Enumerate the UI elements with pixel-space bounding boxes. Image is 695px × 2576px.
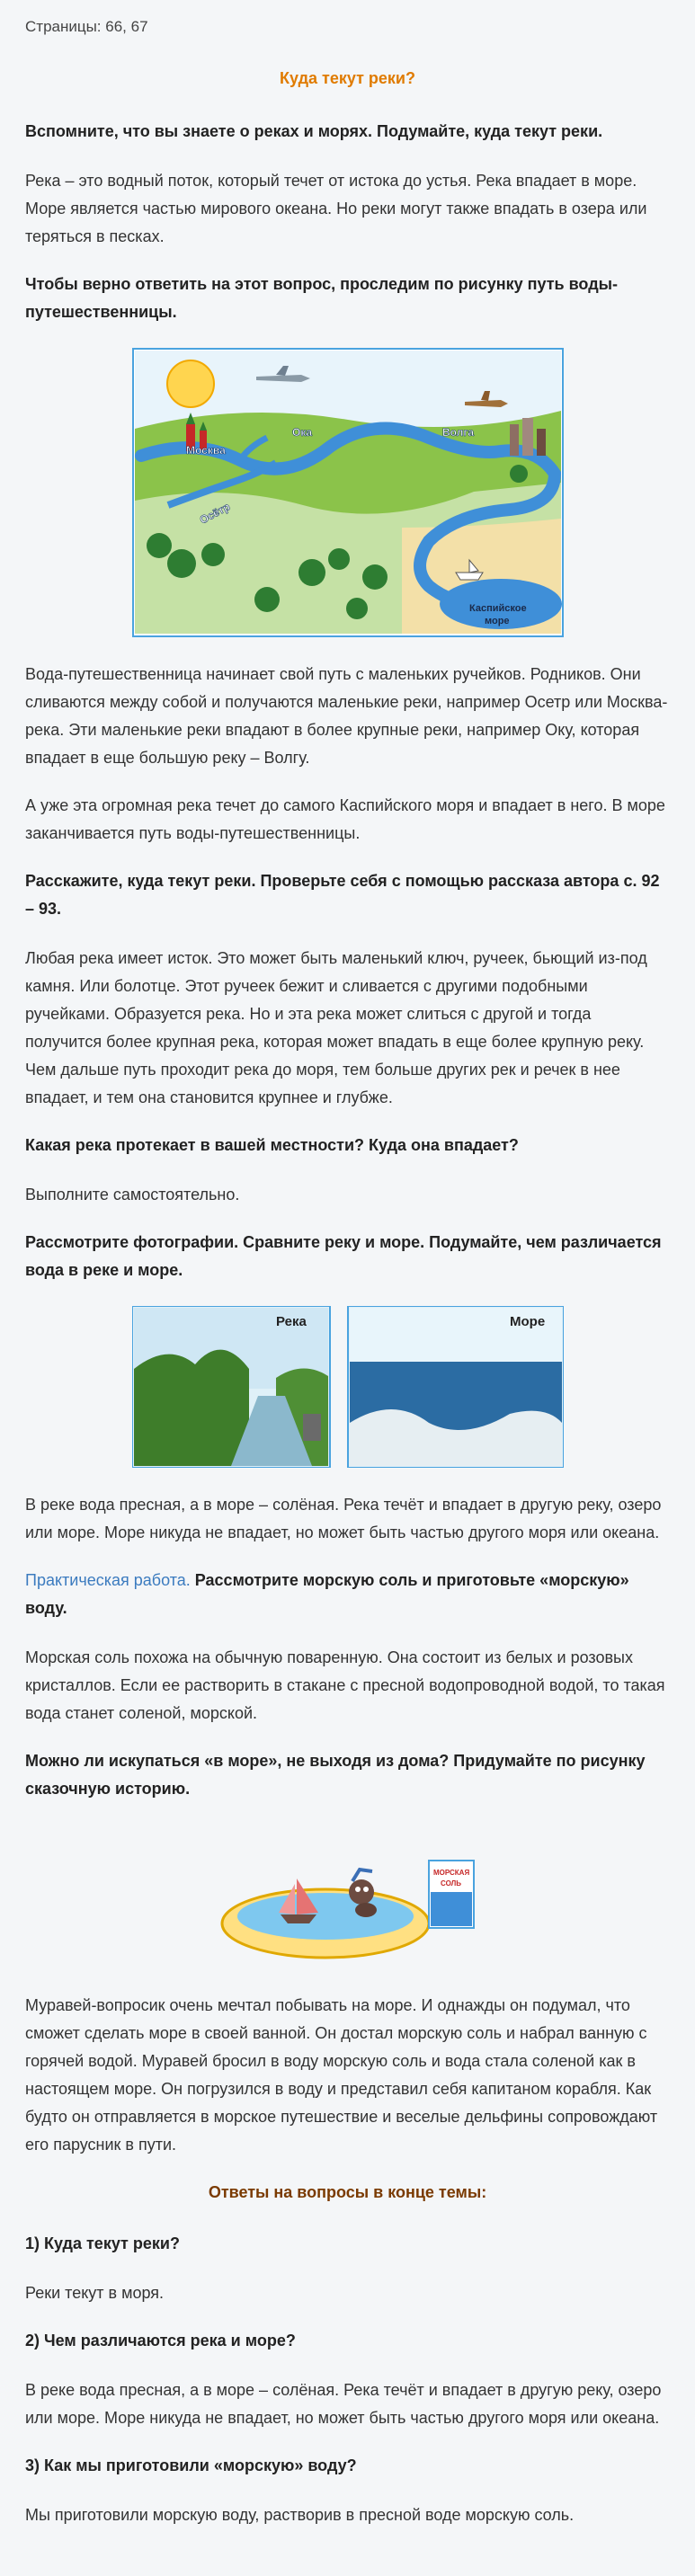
practical-work-label[interactable]: Практическая работа. [25, 1571, 191, 1589]
river-sea-photos-illustration [132, 1306, 564, 1468]
map-label-caspian-2: море [484, 616, 510, 626]
answer-3-question: 3) Как мы приготовили «морскую» воду? [25, 2456, 357, 2474]
bath-figure [25, 1825, 670, 1968]
map-label-moskva: Москва [185, 444, 226, 457]
question-2: Чтобы верно ответить на этот вопрос, проследим по рисунку путь воды-путешественницы. [25, 275, 618, 321]
question-4: Какая река протекает в вашей местности? Куда она впадает? [25, 1136, 519, 1154]
map-label-oka: Ока [291, 426, 312, 439]
paragraph-5: Выполните самостоятельно. [25, 1186, 240, 1204]
page-title: Куда текут реки? [280, 69, 415, 87]
paragraph-3: А уже эта огромная река течет до самого Каспийского моря и впадает в него. В море заканчивается путь воды-путешественницы. [25, 796, 665, 842]
question-1: Вспомните, что вы знаете о реках и морях. Подумайте, куда текут реки. [25, 122, 603, 140]
river-map-figure [25, 348, 670, 637]
sun-icon [167, 360, 214, 407]
paragraph-2: Вода-путешественница начинает свой путь с маленьких ручейков. Родников. Они сливаются между собой и получаются маленькие реки, например Осетр или Москва-река. Эти маленькие реки впадают в более крупные реки, например Оку, которая впадает в еще большую реку – Волгу. [25, 665, 668, 767]
sea-photo-label: Море [509, 1314, 545, 1329]
practical-work-text: Рассмотрите морскую соль и приготовьте «морскую» воду. [25, 1571, 629, 1617]
paragraph-4: Любая река имеет исток. Это может быть маленький ключ, ручеек, бьющий из-под камня. Или болотце. Этот ручеек бежит и сливается с другими подобными ручейками. Образуется река. Но и эта река может слиться с другой и тогда получится более крупная река, которая может впадать в еще более крупную реку. Чем дальше путь проходит река до моря, тем больше других рек и речек в нее впадает, и тем она становится крупнее и глубже. [25, 949, 647, 1106]
question-3: Расскажите, куда текут реки. Проверьте себя с помощью рассказа автора с. 92 – 93. [25, 872, 660, 918]
paragraph-8: Муравей-вопросик очень мечтал побывать на море. И однажды он подумал, что сможет сделать море в своей ванной. Он достал морскую соль и набрал ванную с горячей водой. Муравей бросил в воду морскую соль и вода стала соленой как в настоящем море. Он погрузился в воду и представил себя капитаном корабля. Как будто он отправляется в морское путешествие и веселые дельфины сопровождают его парусник в пути. [25, 1996, 658, 2154]
paragraph-6: В реке вода пресная, а в море – солёная. Река течёт и впадает в другую реку, озеро или море. Море никуда не впадает, но может быть частью другого моря или океана. [25, 1496, 662, 1541]
practical-work [25, 1567, 670, 1622]
bath-illustration [218, 1825, 478, 1968]
paragraph-7: Морская соль похожа на обычную поваренную. Она состоит из белых и розовых кристаллов. Если ее растворить в стакане с пресной водопроводной водой, то такая вода станет соленой, морской. [25, 1648, 665, 1722]
answer-2-question: 2) Чем различаются река и море? [25, 2332, 296, 2349]
pages-reference: Страницы: 66, 67 [25, 18, 148, 35]
map-label-caspian-1: Каспийское [468, 603, 527, 614]
river-photo-label: Река [275, 1314, 307, 1329]
paragraph-1: Река – это водный поток, который течет от истока до устья. Река впадает в море. Море является частью мирового океана. Но реки могут также впадать в озера или теряться в песках. [25, 172, 647, 245]
sea-photo [348, 1306, 564, 1468]
river-sea-photos [25, 1306, 670, 1468]
question-5: Рассмотрите фотографии. Сравните реку и море. Подумайте, чем различается вода в реке и море. [25, 1233, 662, 1279]
salt-box-line2: СОЛЬ [440, 1879, 461, 1888]
answer-2: В реке вода пресная, а в море – солёная. Река течёт и впадает в другую реку, озеро или море. Море никуда не впадает, но может быть частью другого моря или океана. [25, 2381, 662, 2427]
answer-3: Мы приготовили морскую воду, растворив в пресной воде морскую соль. [25, 2506, 575, 2524]
answer-1: Реки текут в моря. [25, 2284, 165, 2302]
question-6: Можно ли искупаться «в море», не выходя из дома? Придумайте по рисунку сказочную историю. [25, 1752, 646, 1798]
sea-salt-box [429, 1861, 474, 1928]
river-photo [132, 1306, 330, 1468]
map-label-oseter: Осётр [197, 500, 232, 527]
river-map-illustration [132, 348, 564, 637]
map-label-volga: Волга [441, 426, 474, 439]
answer-1-question: 1) Куда текут реки? [25, 2234, 180, 2252]
salt-box-line1: МОРСКАЯ [432, 1869, 469, 1877]
answers-title: Ответы на вопросы в конце темы: [208, 2183, 487, 2201]
